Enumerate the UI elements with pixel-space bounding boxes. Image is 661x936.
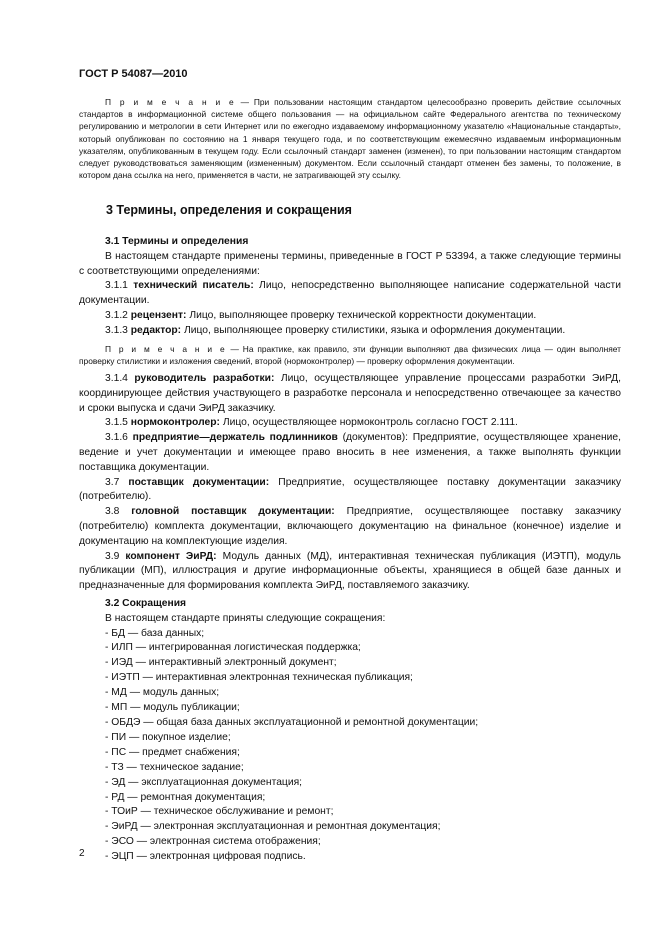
list-item: - ЭиРД — электронная эксплуатационная и ремонтная документация; [105,821,441,833]
page-number: 2 [79,848,85,859]
note-label: П р и м е ч а н и е [105,97,236,107]
list-item: - ИЛП — интегрированная логистическая поддержка; [105,642,361,654]
list-item: - ЭСО — электронная система отображения; [105,836,321,848]
term-3-1-4: 3.1.4 руководитель разработки: Лицо, осуществляющее управление процессами разработки ЭиРД, координирующее действия участвующего в разработке персонала и непосредственно отвечающее за качество и сроки выпуска и сдачи ЭиРД заказчику. [79,372,622,414]
list-item: - ЭД — эксплуатационная документация; [105,776,303,788]
list-item: - ОБДЭ — общая база данных эксплуатационной и ремонтной документации; [105,716,479,728]
list-item: - ИЭТП — интерактивная электронная техническая публикация; [105,672,413,684]
terms-intro: В настоящем стандарте применены термины, приведенные в ГОСТ Р 53394, а также следующие термины с соответствующими определениями: [79,250,621,277]
list-item: - ИЭД — интерактивный электронный документ; [105,657,337,669]
list-item: - ЭЦП — электронная цифровая подпись. [105,851,306,863]
term-3-1-2: 3.1.2 рецензент: Лицо, выполняющее проверку технической корректности документации. [105,309,537,321]
term-3-9: 3.9 компонент ЭиРД: Модуль данных (МД), интерактивная техническая публикация (ИЭТП), модуль публикации (МП), иллюстрация и другие информационные объекты, хранящиеся в общей базе данных и предназначенные для формирования комплекта ЭиРД, поставляемого заказчику. [79,550,621,592]
list-item: - ПИ — покупное изделие; [105,731,231,743]
term-3-7: 3.7 поставщик документации: Предприятие, осуществляющее поставку документации заказчику (потребителю). [79,476,621,503]
term-3-1-5: 3.1.5 нормоконтролер: Лицо, осуществляющее нормоконтроль согласно ГОСТ 2.111. [105,417,518,429]
subsection-abbreviations-title: 3.2 Сокращения [105,597,187,609]
abbreviations-list [79,627,621,866]
term-3-1-3: 3.1.3 редактор: Лицо, выполняющее проверку стилистики, языка и оформления документации. [105,324,566,336]
list-item: - МД — модуль данных; [105,687,220,699]
list-item: - ТОиР — техническое обслуживание и ремонт; [105,806,334,818]
reference-note [79,96,621,181]
note-text: — При пользовании настоящим стандартом целесообразно проверить действие ссылочных стандартов в информационной системе общего пользования — на официальном сайте Федерального агентства по техническому регулированию и метрологии в сети Интернет или по ежегодно издаваемому информационному указателю «Национальные стандарты», который опубликован по состоянию на 1 января текущего года, и по соответствующим ежемесячно издаваемым информационным указателям, опубликованным в текущем году. Если ссылочный стандарт заменен (изменен), то при пользовании настоящим стандартом следует руководствоваться заменяющим (измененным) документом. Если ссылочный стандарт отменен без замены, то положение, в котором дана ссылка на него, применяется в части, не затрагивающей эту ссылку. [79,97,621,181]
term-3-1-1: 3.1.1 технический писатель: Лицо, непосредственно выполняющее написание содержательной части документации. [79,280,622,307]
abbreviations-intro: В настоящем стандарте приняты следующие сокращения: [105,612,386,624]
standard-header: ГОСТ Р 54087—2010 [79,68,188,80]
subsection-terms-title: 3.1 Термины и определения [105,236,249,247]
terms-note: П р и м е ч а н и е — На практике, как правило, эти функции выполняют два физических лица — один выполняет проверку стилистики и изложения сведений, второй (нормоконтролер) — проверку оформления документации. [79,343,621,366]
list-item: - МП — модуль публикации; [105,702,240,714]
list-item: - РД — ремонтная документация; [105,791,266,803]
list-item: - ПС — предмет снабжения; [105,746,240,758]
list-item: - ТЗ — техническое задание; [105,761,244,773]
list-item: - БД — база данных; [105,627,205,639]
section-title: 3 Термины, определения и сокращения [106,203,352,217]
term-3-8: 3.8 головной поставщик документации: Предприятие, осуществляющее поставку заказчику (потребителю) комплекта документации, включающего документацию на финальное (конечное) изделие и документацию на комплектующие изделия. [79,506,621,547]
term-3-1-6: 3.1.6 предприятие—держатель подлинников (документов): Предприятие, осуществляющее хранение, ведение и учет документации и имеющее право вносить в нее изменения, а также выполнять функции поставщика документации. [79,432,621,473]
terms-section [79,235,621,865]
